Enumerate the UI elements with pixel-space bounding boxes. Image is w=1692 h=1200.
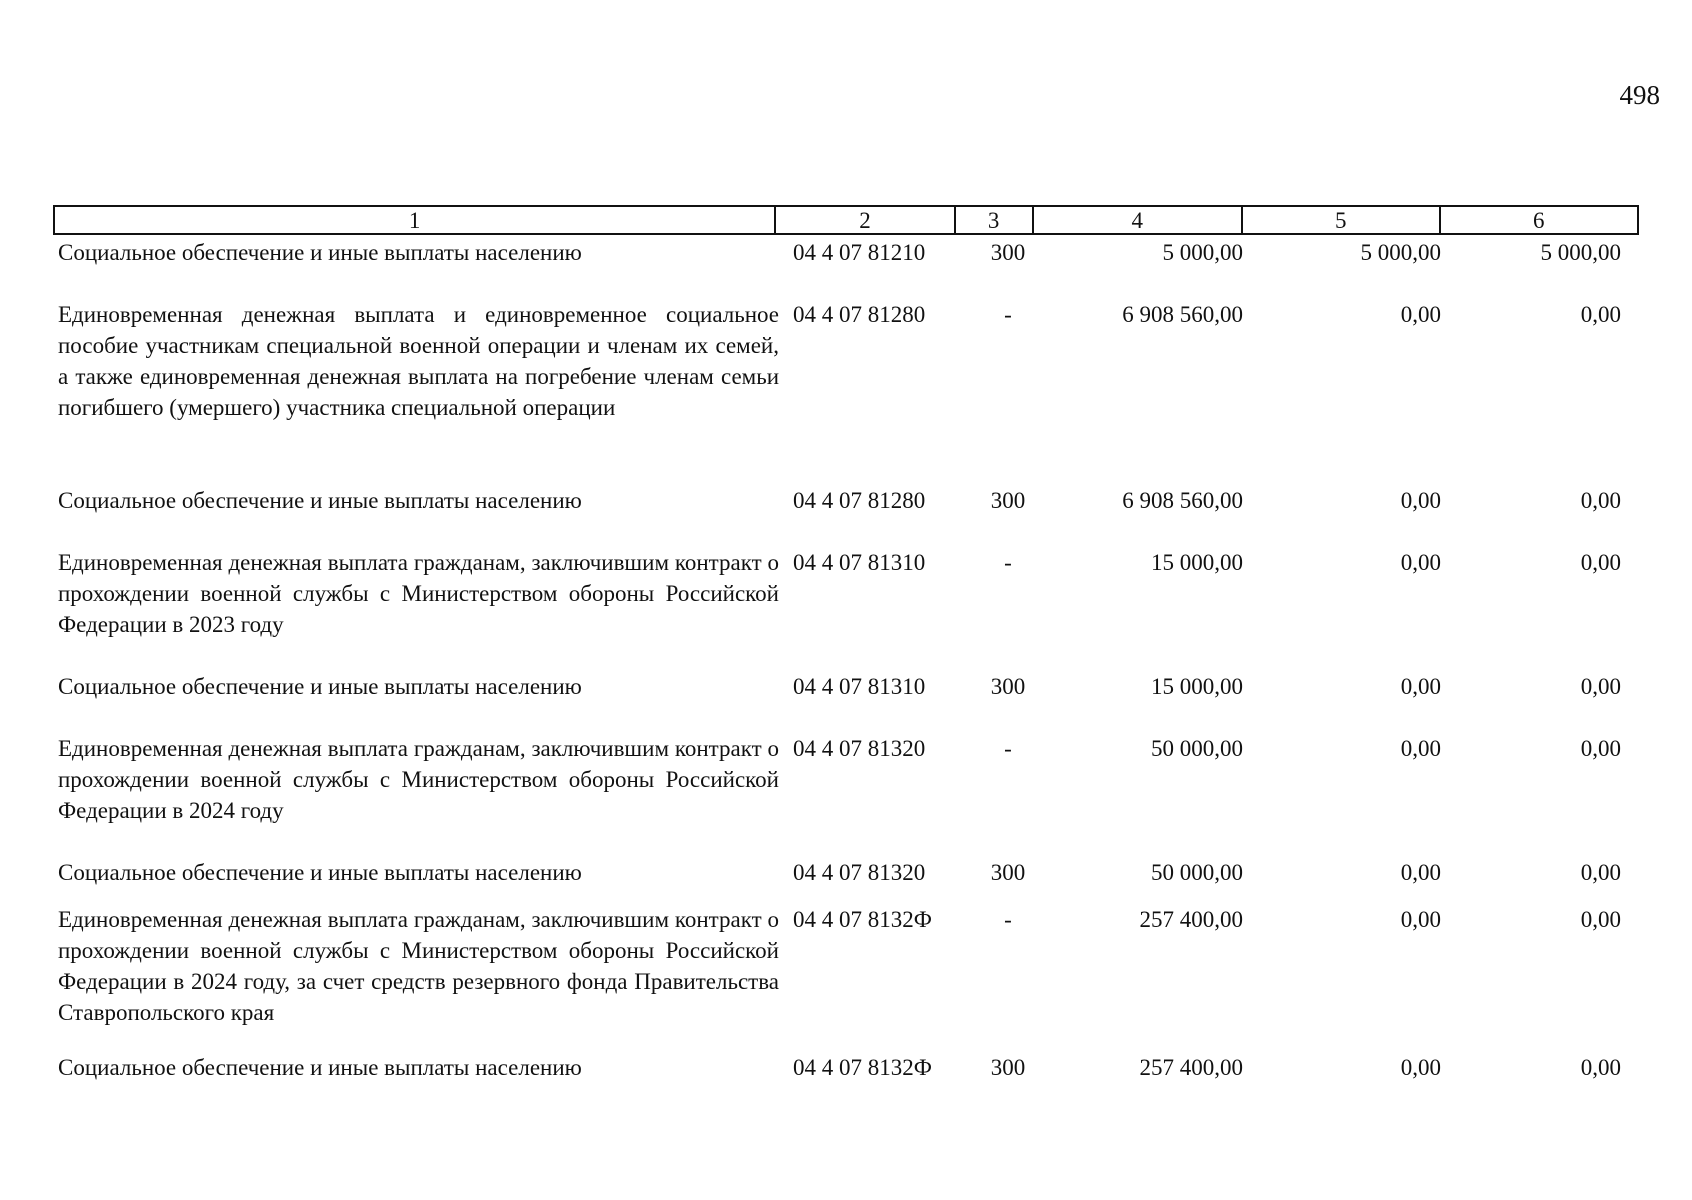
row-type: 300 bbox=[990, 488, 1026, 513]
row-value-5: 0,00 bbox=[1400, 736, 1441, 761]
column-header-3: 3 bbox=[956, 207, 1034, 233]
row-code: 04 4 07 81280 bbox=[793, 302, 926, 327]
column-header-4: 4 bbox=[1034, 207, 1243, 233]
column-header-1: 1 bbox=[55, 207, 776, 233]
row-value-6: 5 000,00 bbox=[1540, 240, 1621, 265]
row-description: Единовременная денежная выплата гражданам, заключившим контракт о прохождении военной службы с Министерством обороны Российской Федерации в 2024 году bbox=[58, 736, 779, 823]
row-code: 04 4 07 81310 bbox=[793, 674, 926, 699]
row-code: 04 4 07 81280 bbox=[793, 488, 926, 513]
row-value-6: 0,00 bbox=[1580, 736, 1621, 761]
row-value-4: 257 400,00 bbox=[1139, 907, 1243, 932]
row-description: Социальное обеспечение и иные выплаты населению bbox=[58, 674, 582, 699]
row-code: 04 4 07 81310 bbox=[793, 550, 926, 575]
row-type: 300 bbox=[990, 674, 1026, 699]
row-value-5: 0,00 bbox=[1400, 302, 1441, 327]
row-value-6: 0,00 bbox=[1580, 488, 1621, 513]
row-value-6: 0,00 bbox=[1580, 302, 1621, 327]
row-description: Единовременная денежная выплата и единовременное социальное пособие участникам специальной военной операции и членам их семей, а также единовременная денежная выплата на погребение членам семьи погибшего (умершего) участника специальной операции bbox=[58, 302, 779, 420]
row-code: 04 4 07 81210 bbox=[793, 240, 926, 265]
row-value-5: 5 000,00 bbox=[1360, 240, 1441, 265]
row-value-4: 50 000,00 bbox=[1151, 860, 1243, 885]
row-value-5: 0,00 bbox=[1400, 907, 1441, 932]
row-value-4: 15 000,00 bbox=[1151, 550, 1243, 575]
row-value-4: 50 000,00 bbox=[1151, 736, 1243, 761]
row-value-6: 0,00 bbox=[1580, 907, 1621, 932]
row-description: Социальное обеспечение и иные выплаты населению bbox=[58, 240, 582, 265]
row-value-4: 257 400,00 bbox=[1139, 1055, 1243, 1080]
column-header-2: 2 bbox=[776, 207, 956, 233]
row-value-5: 0,00 bbox=[1400, 860, 1441, 885]
row-description: Единовременная денежная выплата гражданам, заключившим контракт о прохождении военной службы с Министерством обороны Российской Федерации в 2023 году bbox=[58, 550, 779, 637]
row-description: Единовременная денежная выплата гражданам, заключившим контракт о прохождении военной службы с Министерством обороны Российской Федерации в 2024 году, за счет средств резервного фонда Правительства Ставропольского края bbox=[58, 907, 779, 1025]
row-value-5: 0,00 bbox=[1400, 674, 1441, 699]
page-number: 498 bbox=[1619, 80, 1660, 110]
row-type: 300 bbox=[990, 240, 1026, 265]
row-value-6: 0,00 bbox=[1580, 550, 1621, 575]
row-description: Социальное обеспечение и иные выплаты населению bbox=[58, 488, 582, 513]
column-header-6: 6 bbox=[1533, 208, 1545, 233]
row-description: Социальное обеспечение и иные выплаты населению bbox=[58, 860, 582, 885]
row-type: - bbox=[1004, 550, 1012, 575]
row-type: - bbox=[1004, 907, 1012, 932]
row-value-5: 0,00 bbox=[1400, 488, 1441, 513]
row-type: - bbox=[1004, 302, 1012, 327]
row-value-6: 0,00 bbox=[1580, 674, 1621, 699]
table-header bbox=[53, 205, 1639, 235]
row-value-4: 5 000,00 bbox=[1162, 240, 1243, 265]
row-value-6: 0,00 bbox=[1580, 860, 1621, 885]
row-value-4: 6 908 560,00 bbox=[1122, 302, 1243, 327]
row-description: Социальное обеспечение и иные выплаты населению bbox=[58, 1055, 582, 1080]
row-type: 300 bbox=[990, 1055, 1026, 1080]
row-value-4: 15 000,00 bbox=[1151, 674, 1243, 699]
row-code: 04 4 07 81320 bbox=[793, 860, 926, 885]
row-value-4: 6 908 560,00 bbox=[1122, 488, 1243, 513]
row-value-6: 0,00 bbox=[1580, 1055, 1621, 1080]
row-type: 300 bbox=[990, 860, 1026, 885]
row-code: 04 4 07 81320 bbox=[793, 736, 926, 761]
row-code: 04 4 07 8132Ф bbox=[793, 907, 932, 932]
column-header-5: 5 bbox=[1243, 207, 1441, 233]
row-type: - bbox=[1004, 736, 1012, 761]
row-code: 04 4 07 8132Ф bbox=[793, 1055, 932, 1080]
row-value-5: 0,00 bbox=[1400, 1055, 1441, 1080]
row-value-5: 0,00 bbox=[1400, 550, 1441, 575]
